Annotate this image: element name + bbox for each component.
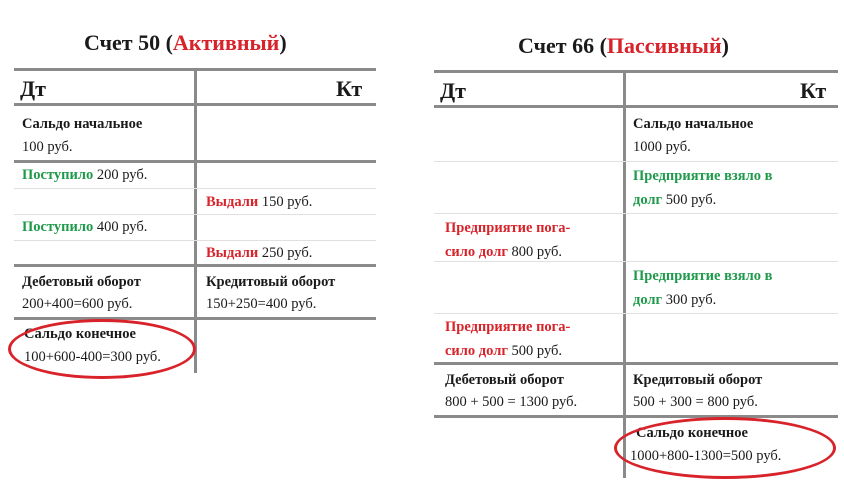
right-row-separator: [434, 313, 838, 314]
left-title-suffix: ): [279, 30, 287, 55]
right-closing-label: Сальдо конечное: [636, 425, 748, 441]
right-turnover-rule: [434, 362, 838, 365]
right-row-4: Предприятие пога- сило долг 500 руб.: [445, 319, 571, 359]
right-title-prefix: Счет 66 (: [518, 33, 607, 58]
left-title-prefix: Счет 50 (: [84, 30, 173, 55]
left-row-4: Выдали 250 руб.: [206, 245, 313, 261]
right-row-3: Предприятие взяло в долг 300 руб.: [633, 268, 773, 308]
right-title-type: Пассивный: [606, 33, 722, 58]
left-closing-highlight-ellipse: [8, 319, 196, 379]
right-credit-turnover-label: Кредитовый оборот: [633, 372, 763, 388]
right-account-title: [518, 33, 729, 59]
left-debit-turnover-value: 200+400=600 руб.: [22, 296, 133, 312]
left-row-1: Поступило 200 руб.: [22, 167, 148, 183]
right-debit-turnover-label: Дебетовый оборот: [445, 372, 564, 388]
right-debit-turnover-value: 800 + 500 = 1300 руб.: [445, 394, 578, 410]
left-turnover-rule: [14, 264, 376, 267]
right-closing-value: 1000+800-1300=500 руб.: [630, 448, 782, 464]
right-closing-highlight-ellipse: [614, 417, 836, 479]
left-opening-label: Сальдо начальное: [22, 116, 143, 132]
right-title-suffix: ): [721, 33, 729, 58]
left-row-3: Поступило 400 руб.: [22, 219, 148, 235]
right-opening-label: Сальдо начальное: [633, 116, 754, 132]
right-row-1: Предприятие взяло в долг 500 руб.: [633, 168, 773, 208]
left-row-separator: [14, 188, 376, 189]
left-account-title: [84, 30, 287, 56]
left-row-separator: [14, 240, 376, 241]
left-opening-value: 100 руб.: [22, 139, 73, 155]
left-credit-turnover-value: 150+250=400 руб.: [206, 296, 317, 312]
left-row-2: Выдали 150 руб.: [206, 194, 313, 210]
right-row-separator: [434, 213, 838, 214]
right-row-separator: [434, 161, 838, 162]
right-credit-header: Кт: [800, 78, 827, 103]
right-header-rule: [434, 105, 838, 108]
left-closing-rule: [14, 317, 376, 320]
right-opening-value: 1000 руб.: [633, 139, 691, 155]
left-debit-turnover-label: Дебетовый оборот: [22, 274, 141, 290]
left-debit-header: Дт: [20, 76, 46, 101]
right-debit-header: Дт: [440, 78, 466, 103]
right-credit-turnover-value: 500 + 300 = 800 руб.: [633, 394, 758, 410]
left-title-type: Активный: [172, 30, 280, 55]
left-closing-label: Сальдо конечное: [24, 326, 136, 342]
left-center-divider: [194, 68, 197, 373]
left-credit-header: Кт: [336, 76, 363, 101]
right-top-rule: [434, 70, 838, 73]
right-row-separator: [434, 261, 838, 262]
right-row-2: Предприятие пога- сило долг 800 руб.: [445, 220, 571, 260]
right-closing-rule: [434, 415, 838, 418]
left-credit-turnover-label: Кредитовый оборот: [206, 274, 336, 290]
left-closing-value: 100+600-400=300 руб.: [24, 349, 161, 365]
